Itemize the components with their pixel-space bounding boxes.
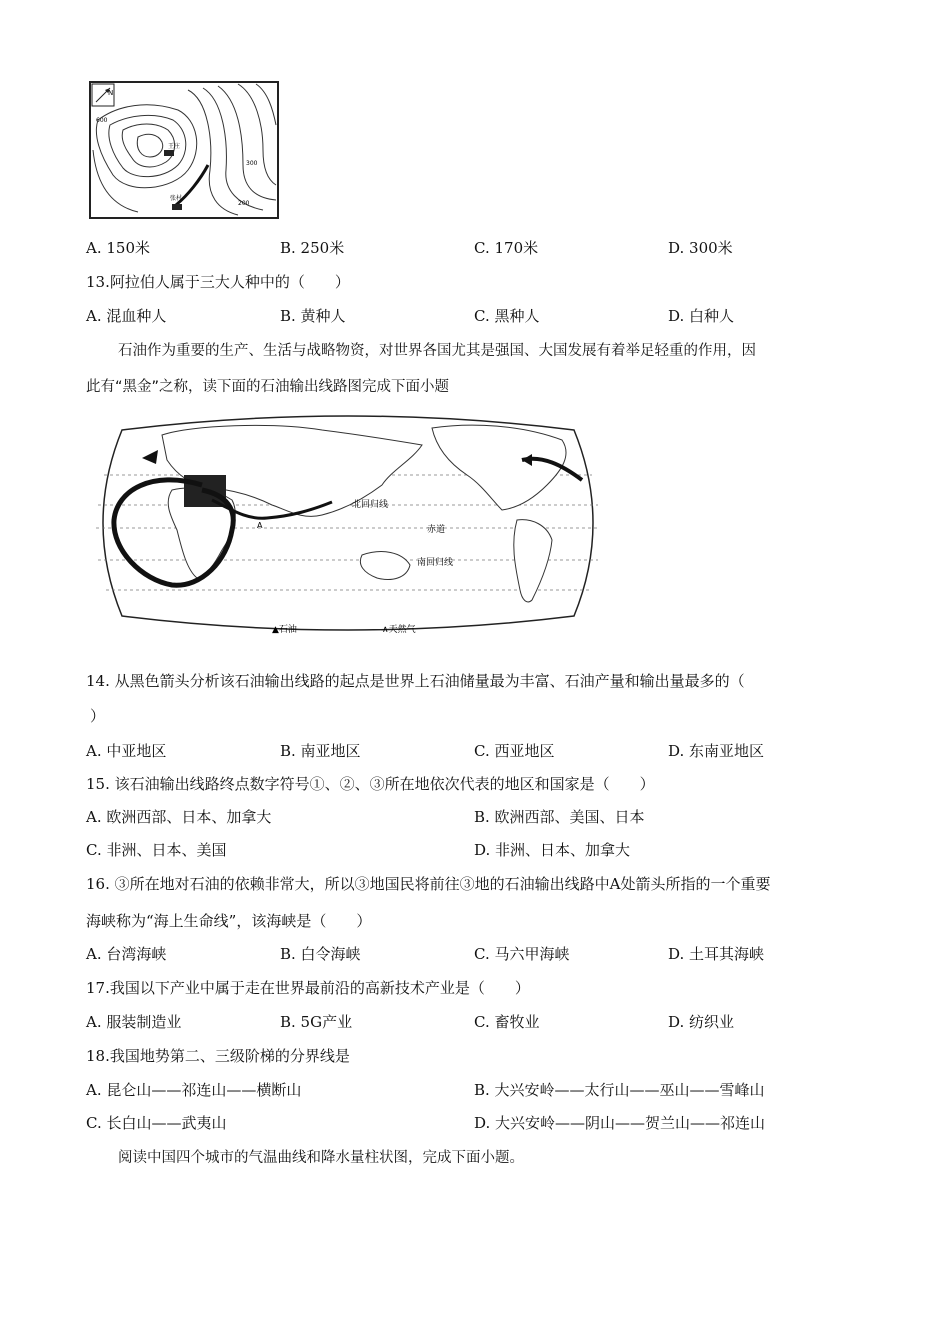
q14-option-c: C. 西亚地区 <box>474 742 555 760</box>
q14-option-d: D. 东南亚地区 <box>668 742 765 760</box>
q12-option-d: D. 300米 <box>668 239 733 257</box>
q16-stem-line2: 海峡称为“海上生命线”，该海峡是（ ） <box>86 912 372 930</box>
climate-passage: 阅读中国四个城市的气温曲线和降水量柱状图，完成下面小题。 <box>118 1150 524 1166</box>
contour-map <box>88 80 280 220</box>
q15-stem: 15. 该石油输出线路终点数字符号①、②、③所在地依次代表的地区和国家是（ ） <box>86 775 655 793</box>
q16-option-b: B. 白令海峡 <box>280 945 361 963</box>
q18-stem: 18.我国地势第二、三级阶梯的分界线是 <box>86 1047 350 1065</box>
q12-option-a: A. 150米 <box>86 239 150 257</box>
q13-option-a: A. 混血种人 <box>86 307 167 325</box>
q18-option-c: C. 长白山——武夷山 <box>86 1114 227 1132</box>
q16-stem-line1: 16. ③所在地对石油的依赖非常大，所以③地国民将前往③地的石油输出线路中A处箭头所指的一个重要 <box>86 875 771 893</box>
q18-option-d: D. 大兴安岭——阴山——贺兰山——祁连山 <box>474 1114 766 1132</box>
q15-option-a: A. 欧洲西部、日本、加拿大 <box>86 808 272 826</box>
legend-oil: ▲石油 <box>272 625 297 635</box>
q17-option-d: D. 纺织业 <box>668 1013 735 1031</box>
q12-option-c: C. 170米 <box>474 239 539 257</box>
q15-option-d: D. 非洲、日本、加拿大 <box>474 841 631 859</box>
q13-option-c: C. 黑种人 <box>474 307 540 325</box>
q17-option-b: B. 5G产业 <box>280 1013 353 1031</box>
contour-label-200: 200 <box>238 200 250 207</box>
q16-option-a: A. 台湾海峡 <box>86 945 167 963</box>
contour-label-600: 600 <box>96 117 108 124</box>
village-zhangcun-label: 张村 <box>170 195 183 202</box>
point-a-label: A <box>257 521 263 530</box>
q18-option-a: A. 昆仑山——祁连山——横断山 <box>86 1081 302 1099</box>
village-wangzhuang-label: 王庄 <box>168 143 181 150</box>
q16-option-c: C. 马六甲海峡 <box>474 945 570 963</box>
world-oil-route-map-figure <box>92 410 604 636</box>
q12-option-b: B. 250米 <box>280 239 345 257</box>
q14-stem-line2: ） <box>90 707 106 725</box>
village-zhangcun-marker <box>172 204 182 210</box>
q14-stem-line1: 14. 从黑色箭头分析该石油输出线路的起点是世界上石油储量最为丰富、石油产量和输出量最多的（ <box>86 672 745 690</box>
north-label: N <box>108 89 114 97</box>
world-oil-route-map <box>92 410 604 636</box>
q17-option-a: A. 服装制造业 <box>86 1013 182 1031</box>
legend-gas: ∧天然气 <box>382 625 416 635</box>
q13-stem: 13.阿拉伯人属于三大人种中的（ ） <box>86 273 350 291</box>
contour-map-figure <box>88 80 280 220</box>
oil-passage-line1: 石油作为重要的生产、生活与战略物资，对世界各国尤其是强国、大国发展有着举足轻重的作用，因 <box>118 343 756 359</box>
tropic-cancer-label: 北回归线 <box>352 500 389 510</box>
q15-option-b: B. 欧洲西部、美国、日本 <box>474 808 645 826</box>
q14-option-a: A. 中亚地区 <box>86 742 167 760</box>
q17-option-c: C. 畜牧业 <box>474 1013 540 1031</box>
q17-stem: 17.我国以下产业中属于走在世界最前沿的高新技术产业是（ ） <box>86 979 530 997</box>
oil-passage-line2: 此有“黑金”之称，读下面的石油输出线路图完成下面小题 <box>86 379 450 395</box>
q13-option-d: D. 白种人 <box>668 307 735 325</box>
contour-label-300: 300 <box>246 160 258 167</box>
q18-option-b: B. 大兴安岭——太行山——巫山——雪峰山 <box>474 1081 765 1099</box>
q16-option-d: D. 土耳其海峡 <box>668 945 765 963</box>
tropic-capricorn-label: 南回归线 <box>417 558 454 568</box>
q14-option-b: B. 南亚地区 <box>280 742 361 760</box>
village-wangzhuang-marker <box>164 150 174 156</box>
equator-label: 赤道 <box>427 525 446 535</box>
q15-option-c: C. 非洲、日本、美国 <box>86 841 227 859</box>
q13-option-b: B. 黄种人 <box>280 307 346 325</box>
